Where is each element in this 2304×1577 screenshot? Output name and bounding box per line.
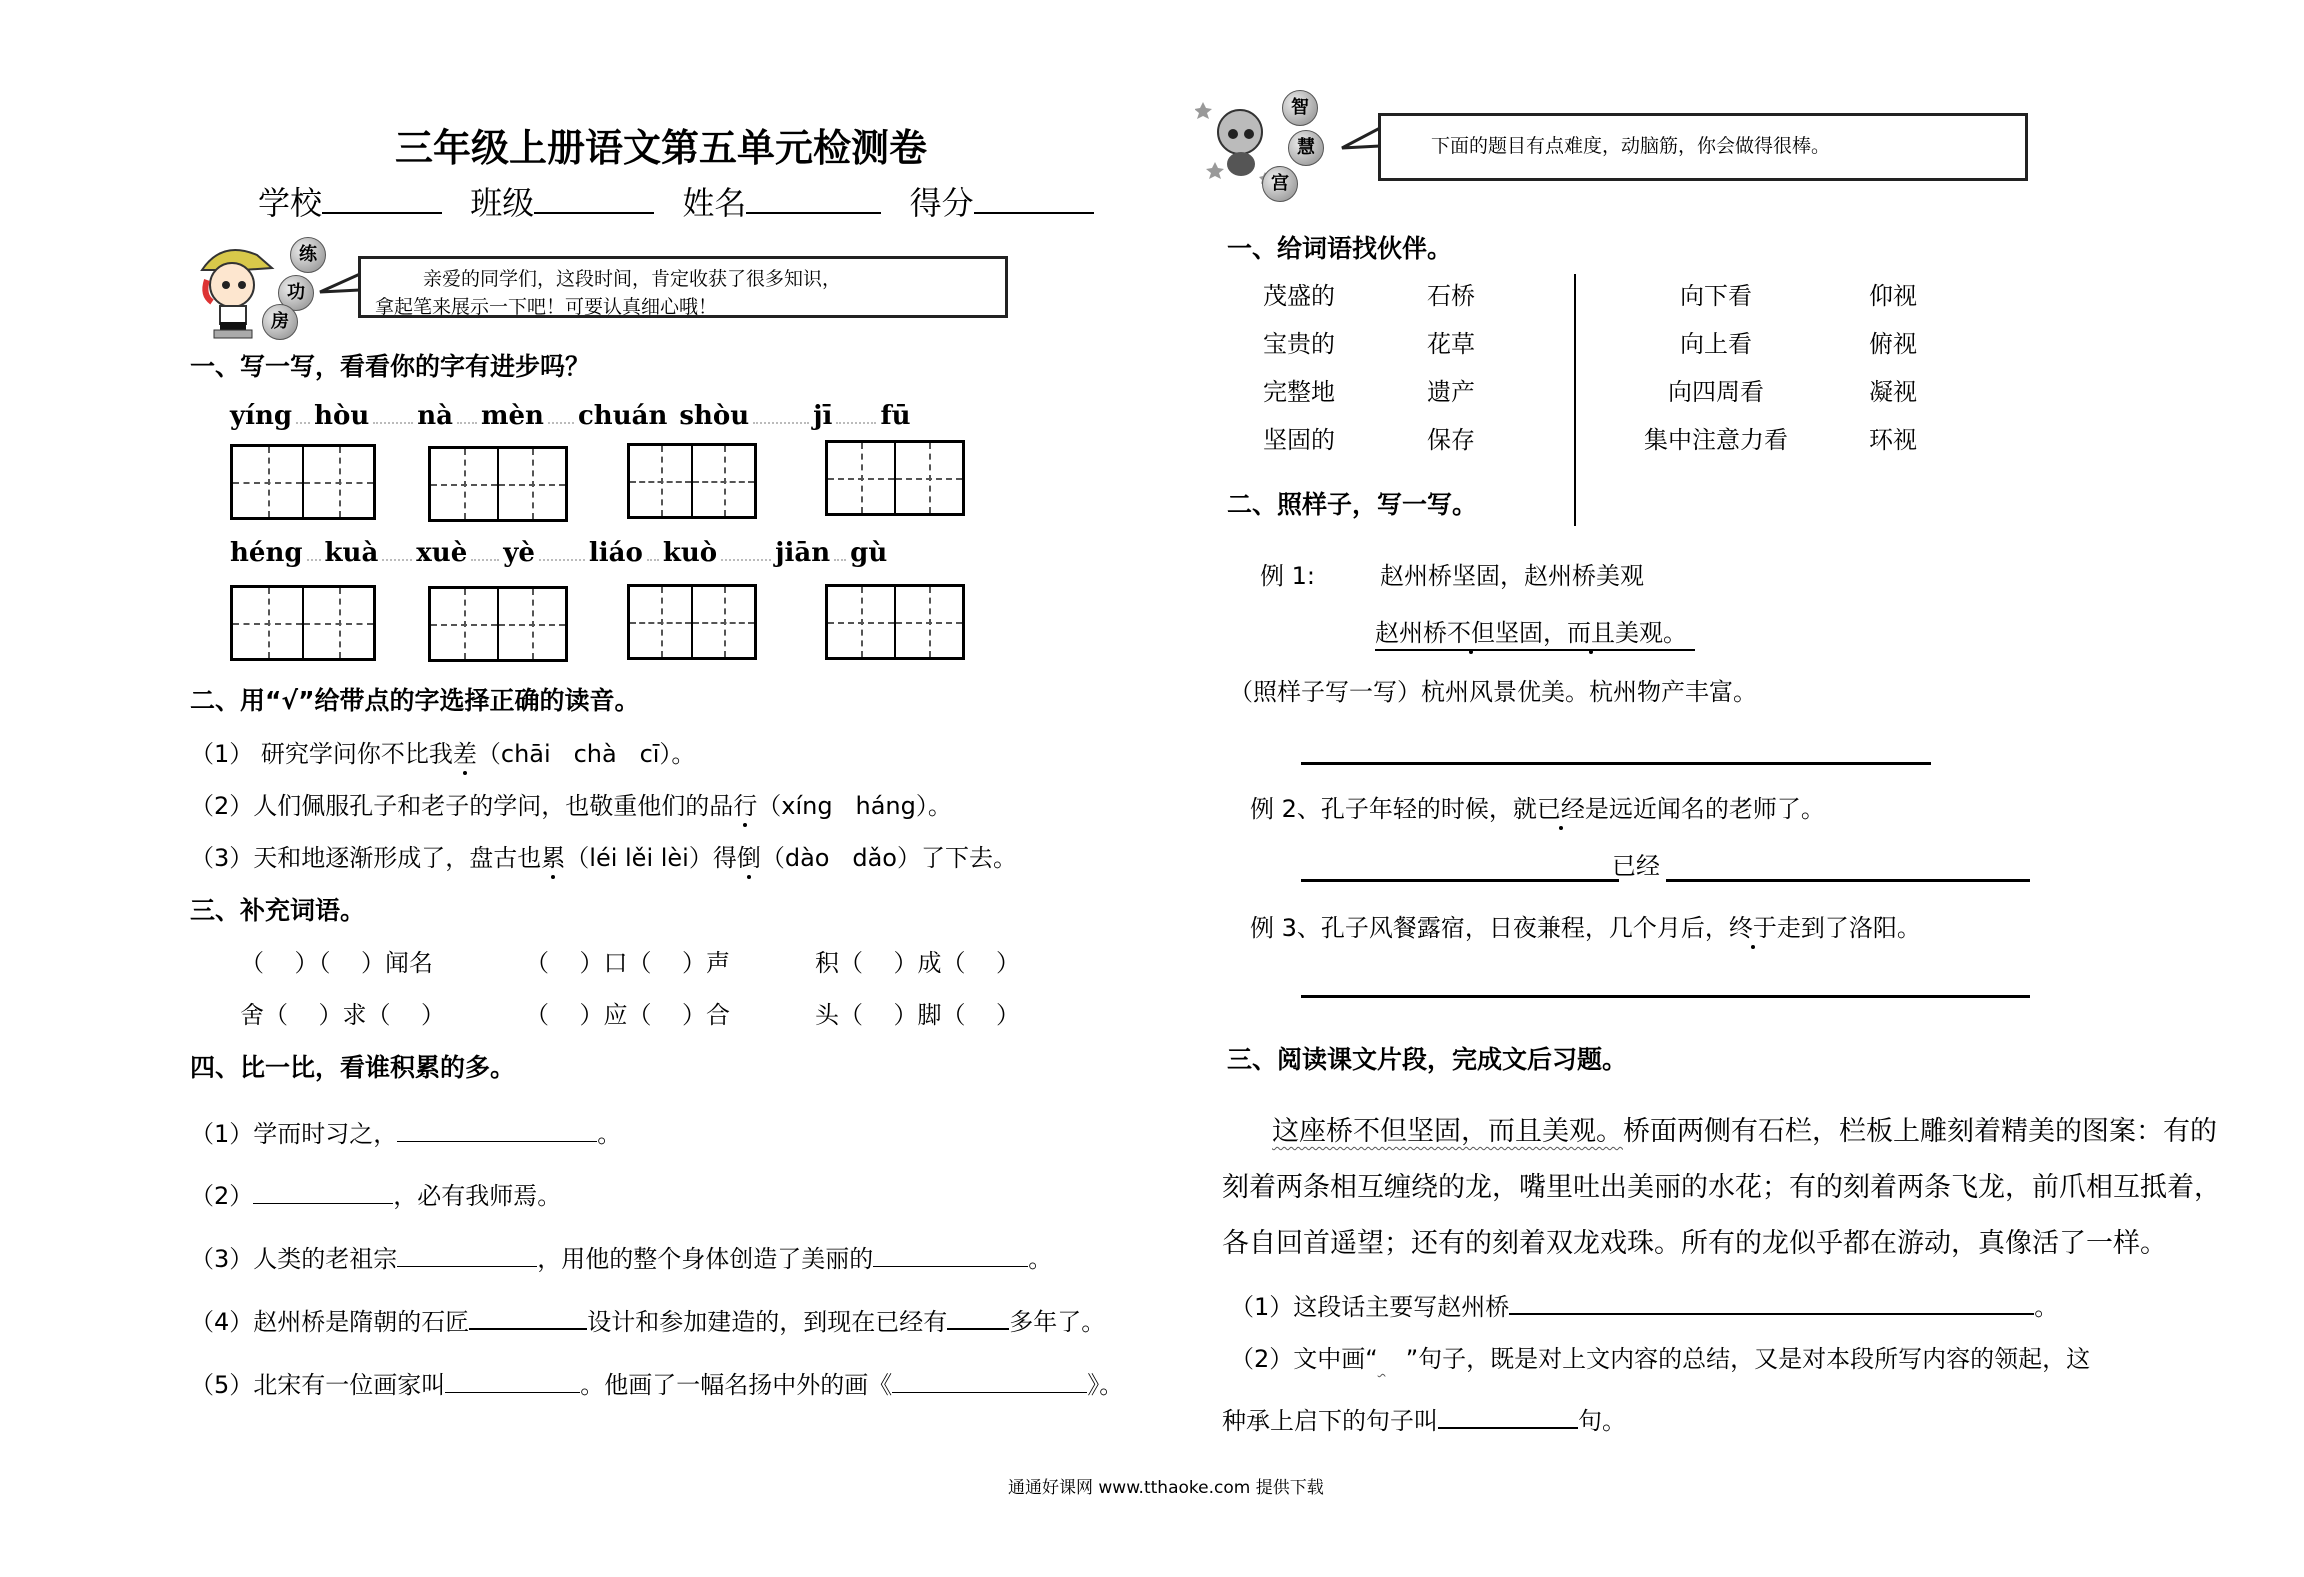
pinyin: jī <box>813 401 833 431</box>
text: （3）人类的老祖宗 <box>190 1245 398 1273</box>
word-item[interactable]: 石桥 <box>1427 282 1475 310</box>
speech-bubble-tail <box>318 270 362 300</box>
word-item[interactable]: 向下看 <box>1680 282 1752 310</box>
text: 设计和参加建造的，到现在已经有 <box>587 1308 948 1336</box>
pronunciation-q1 <box>190 738 695 770</box>
pinyin: hòu <box>314 401 370 431</box>
writing-grid[interactable] <box>230 585 376 661</box>
reading-q1 <box>1230 1287 2058 1323</box>
text: ”句子，既是对上文内容的总结，又是对本段所写内容的领起，这 <box>1405 1345 2091 1373</box>
accumulation-q3 <box>190 1240 1052 1275</box>
challenge-bubble: 下面的题目有点难度，动脑筋，你会做得很棒。 <box>1378 113 2028 181</box>
word-match-right-b <box>1869 280 1917 472</box>
writing-grid[interactable] <box>825 440 965 516</box>
idiom-fill[interactable]: （ ）应（ ）合 <box>525 1001 731 1029</box>
pronunciation-q2 <box>190 790 952 822</box>
answer-blank[interactable] <box>873 1240 1028 1267</box>
answer-blank[interactable] <box>947 1302 1009 1330</box>
text: （4）赵州桥是隋朝的石匠 <box>190 1308 470 1336</box>
text: 句。 <box>1578 1407 1626 1435</box>
example-3 <box>1250 912 1921 944</box>
word-item[interactable]: 坚固的 <box>1263 426 1335 454</box>
badge-gong: 功 <box>278 275 314 311</box>
example-1-text: 赵州桥坚固，赵州桥美观 <box>1380 562 1644 590</box>
word-item[interactable]: 宝贵的 <box>1263 330 1335 358</box>
word-item[interactable]: 仰视 <box>1869 282 1917 310</box>
text: ，用他的整个身体创造了美丽的 <box>537 1245 874 1273</box>
text: （3）天和地逐渐形成了，盘古也 <box>190 844 542 872</box>
pinyin: fū <box>880 401 911 431</box>
answer-blank[interactable] <box>1438 1401 1578 1429</box>
intro-line-1: 亲爱的同学们，这段时间，肯定收获了很多知识， <box>423 268 842 290</box>
answer-line[interactable] <box>1301 879 1619 882</box>
word-match-right-a <box>1616 280 1816 472</box>
text: 多年了。 <box>1009 1308 1106 1336</box>
student-info-row <box>258 183 1094 223</box>
accumulation-q4 <box>190 1302 1105 1338</box>
answer-blank[interactable] <box>397 1115 597 1142</box>
reading-q2-cont <box>1222 1401 1626 1437</box>
writing-grid[interactable] <box>825 584 965 660</box>
idiom-fill[interactable]: 舍（ ）求（ ） <box>240 1001 446 1029</box>
answer-blank[interactable] <box>397 1240 537 1267</box>
word-match-left-a <box>1263 280 1335 472</box>
pinyin: gù <box>850 538 888 568</box>
options[interactable]: （xíng háng）。 <box>757 792 952 820</box>
text: 种承上启下的句子叫 <box>1222 1407 1438 1435</box>
text: 赵州桥 <box>1375 619 1447 647</box>
writing-grid[interactable] <box>627 584 757 660</box>
word-item[interactable]: 向上看 <box>1680 330 1752 358</box>
example-2 <box>1250 793 1825 825</box>
text: （1）学而时习之， <box>190 1120 398 1148</box>
writing-grid[interactable] <box>428 586 568 662</box>
dotted-char: 倒 <box>736 844 761 872</box>
word-item[interactable]: 集中注意力看 <box>1644 426 1788 454</box>
text: 而且 <box>1567 619 1615 647</box>
pinyin: liáo <box>588 538 643 568</box>
reading-q2 <box>1230 1343 2090 1375</box>
dotted-char: 差 <box>452 740 477 768</box>
pinyin: kuò <box>662 538 718 568</box>
text: （1） 研究学问你不比我 <box>190 740 453 768</box>
school-label: 学校 <box>258 184 323 222</box>
text: （5）北宋有一位画家叫 <box>190 1371 446 1399</box>
pinyin-row-1 <box>230 400 911 432</box>
options[interactable]: （léi lěi lèi）得 <box>565 844 737 872</box>
pinyin: kuà <box>324 538 379 568</box>
task-1-prompt: （照样子写一写）杭州风景优美。杭州物产丰富。 <box>1229 678 1757 706</box>
word-item[interactable]: 茂盛的 <box>1263 282 1335 310</box>
class-field[interactable] <box>534 186 654 214</box>
word-match-left-b <box>1427 280 1475 472</box>
pinyin: chuán <box>577 401 668 431</box>
pinyin-row-2 <box>230 537 887 569</box>
example-1-label: 例 1: <box>1260 562 1315 590</box>
passage-line-1 <box>1272 1116 2217 1148</box>
speech-bubble-tail <box>1340 126 1382 156</box>
r-section-1-heading: 一、给词语找伙伴。 <box>1227 234 1453 263</box>
text: 桥面两侧有石栏，栏板上雕刻着精美的图案：有的 <box>1623 1116 2217 1147</box>
word-item[interactable]: 俯视 <box>1869 330 1917 358</box>
word-item[interactable]: 凝视 <box>1869 378 1917 406</box>
name-label: 姓名 <box>682 184 747 222</box>
options[interactable]: （dào dǎo）了下去。 <box>760 844 1017 872</box>
answer-blank[interactable] <box>469 1302 587 1330</box>
underlined-sentence: 这座桥不但坚固，而且美观。 <box>1272 1116 1623 1147</box>
accumulation-q1 <box>190 1115 621 1150</box>
answer-blank[interactable] <box>253 1177 393 1204</box>
writing-grid[interactable] <box>627 443 757 519</box>
pinyin: shòu <box>679 401 750 431</box>
r-section-3-heading: 三、阅读课文片段，完成文后习题。 <box>1227 1045 1628 1074</box>
text: 例 2、孔子年轻的时候，就 <box>1250 795 1537 823</box>
footer-credit: 通通好课网 www.tthaoke.com 提供下载 <box>1008 1478 1324 1498</box>
idiom-fill[interactable]: （ ）口（ ）声 <box>525 949 731 977</box>
r-section-2-heading: 二、照样子，写一写。 <box>1227 490 1478 519</box>
accumulation-q5 <box>190 1366 1123 1401</box>
dotted-char: 行 <box>733 792 758 820</box>
text: 不但 <box>1447 619 1495 647</box>
intro-bubble <box>358 256 1008 318</box>
text: 例 3、孔子风餐露宿，日夜兼程，几个月后， <box>1250 914 1729 942</box>
badge-hui: 慧 <box>1288 130 1324 166</box>
pinyin: héng <box>230 538 303 568</box>
answer-line[interactable] <box>1301 762 1931 765</box>
accumulation-q2 <box>190 1177 561 1212</box>
answer-blank[interactable] <box>1509 1287 2034 1315</box>
page-title: 三年级上册语文第五单元检测卷 <box>395 126 928 170</box>
example-1-answer <box>1375 617 1695 651</box>
word-item[interactable]: 环视 <box>1869 426 1917 454</box>
text: 。 <box>597 1120 622 1148</box>
text: ，必有我师焉。 <box>393 1182 562 1210</box>
school-field[interactable] <box>322 186 442 214</box>
text: （1）这段话主要写赵州桥 <box>1230 1293 1510 1321</box>
badge-lian: 练 <box>290 237 326 273</box>
badge-zhi: 智 <box>1282 90 1318 126</box>
badge-gong2: 宫 <box>1262 166 1298 202</box>
section-3-heading: 三、补充词语。 <box>190 896 366 925</box>
idiom-fill[interactable]: （ ）（ ）闻名 <box>240 949 434 977</box>
word-item[interactable]: 向四周看 <box>1668 378 1764 406</box>
name-field[interactable] <box>746 186 881 214</box>
word-item[interactable]: 完整地 <box>1263 378 1335 406</box>
score-field[interactable] <box>974 186 1094 214</box>
word-item[interactable]: 遗产 <box>1427 378 1475 406</box>
text: 是远近闻名的老师了。 <box>1584 795 1825 823</box>
text: （2）人们佩服孔子和老子的学问，也敬重他们的品 <box>190 792 734 820</box>
word-item[interactable]: 保存 <box>1427 426 1475 454</box>
section-4-heading: 四、比一比，看谁积累的多。 <box>190 1053 516 1082</box>
pinyin: nà <box>417 401 453 431</box>
pinyin: yè <box>503 538 535 568</box>
dotted-char: 累 <box>541 844 566 872</box>
passage-line-2: 刻着两条相互缠绕的龙，嘴里吐出美丽的水花；有的刻着两条飞龙，前爪相互抵着， <box>1222 1172 2221 1203</box>
options[interactable]: （chāi chà cī）。 <box>476 740 696 768</box>
example-2-keyword: 已经 <box>1612 852 1660 880</box>
answer-blank[interactable] <box>892 1366 1087 1393</box>
class-label: 班级 <box>470 184 535 222</box>
answer-line[interactable] <box>1666 879 2030 882</box>
answer-line[interactable] <box>1301 995 2030 998</box>
passage-line-3: 各自回首遥望；还有的刻着双龙戏珠。所有的龙似乎都在游动，真像活了一样。 <box>1222 1228 2167 1259</box>
badge-fang: 房 <box>262 304 298 340</box>
pronunciation-q3 <box>190 842 1017 874</box>
writing-grid[interactable] <box>230 444 376 520</box>
text: 坚固， <box>1495 619 1567 647</box>
section-2-heading: 二、用“√”给带点的字选择正确的读音。 <box>190 686 640 715</box>
section-1-heading: 一、写一写，看看你的字有进步吗？ <box>190 352 591 381</box>
text: 。 <box>2034 1293 2059 1321</box>
pinyin: mèn <box>480 401 544 431</box>
column-divider <box>1574 274 1576 526</box>
text: 美观。 <box>1615 619 1687 647</box>
text: 终于 <box>1728 914 1777 942</box>
text: 已经 <box>1536 795 1585 823</box>
answer-blank[interactable] <box>445 1366 580 1393</box>
word-item[interactable]: 花草 <box>1427 330 1475 358</box>
text: 。他画了一幅名扬中外的画《 <box>580 1371 893 1399</box>
text: 》。 <box>1087 1371 1124 1399</box>
pinyin: xuè <box>416 538 468 568</box>
intro-line-2: 拿起笔来展示一下吧！可要认真细心哦！ <box>375 296 718 318</box>
text: （2） <box>190 1182 254 1210</box>
text: 走到了洛阳。 <box>1776 914 1921 942</box>
pinyin: jiān <box>775 538 831 568</box>
text: 。 <box>1028 1245 1053 1273</box>
idiom-fill[interactable]: 积（ ）成（ ） <box>815 949 1021 977</box>
pinyin: yíng <box>230 401 293 431</box>
writing-grid[interactable] <box>428 446 568 522</box>
text: （2）文中画“ <box>1230 1345 1378 1373</box>
idiom-fill[interactable]: 头（ ）脚（ ） <box>815 1001 1021 1029</box>
score-label: 得分 <box>909 184 974 222</box>
